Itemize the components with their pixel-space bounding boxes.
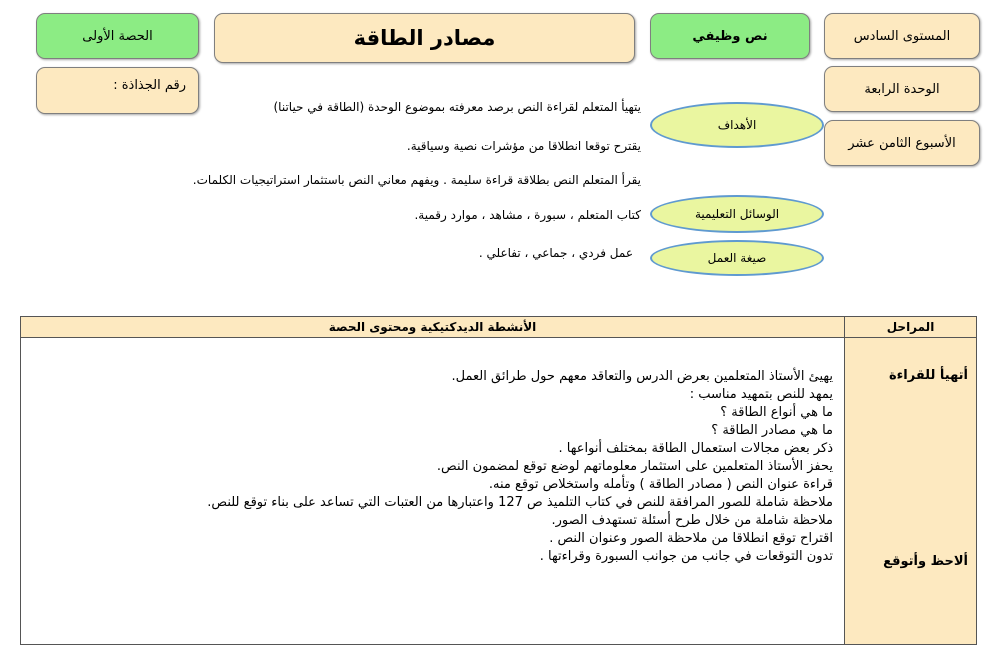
session-box bbox=[36, 13, 199, 59]
objective-item: يقرأ المتعلم النص بطلاقة قراءة سليمة . ويفهم معاني النص باستثمار استراتيجيات الكلمات. bbox=[192, 173, 641, 187]
week-label: الأسبوع الثامن عشر bbox=[848, 135, 956, 151]
activities-header: الأنشطة الديدكتيكية ومحتوى الحصة bbox=[21, 317, 844, 338]
activity-line: اقتراح توقع انطلاقا من ملاحظة الصور وعنوان النص . bbox=[549, 531, 833, 546]
resources-label: الوسائل التعليمية bbox=[694, 207, 780, 221]
resources-oval bbox=[650, 195, 824, 233]
activity-line: يمهد للنص بتمهيد مناسب : bbox=[689, 387, 833, 402]
week-box bbox=[824, 120, 980, 166]
activity-line: يهيئ الأستاذ المتعلمين بعرض الدرس والتعاقد معهم حول طرائق العمل. bbox=[451, 369, 833, 384]
activity-line: يحفز الأستاذ المتعلمين على استثمار معلوماتهم لوضع توقع لمضمون النص. bbox=[436, 459, 833, 474]
text-type-box bbox=[650, 13, 810, 59]
work-mode-text: عمل فردي ، جماعي ، تفاعلي . bbox=[478, 246, 633, 260]
objectives-oval bbox=[650, 102, 824, 148]
work-mode-label: صيغة العمل bbox=[707, 251, 767, 265]
activity-line: ذكر بعض مجالات استعمال الطاقة بمختلف أنواعها . bbox=[558, 441, 833, 456]
level-label: المستوى السادس bbox=[853, 28, 951, 44]
activity-line: ملاحظة شاملة من خلال طرح أسئلة تستهدف الصور. bbox=[551, 513, 833, 528]
activity-line: ما هي أنواع الطاقة ؟ bbox=[720, 405, 833, 420]
activities-table bbox=[20, 316, 977, 645]
objective-item: يقترح توقعا انطلاقا من مؤشرات نصية وسياقية. bbox=[406, 139, 641, 153]
stages-column bbox=[844, 338, 976, 644]
activity-line: قراءة عنوان النص ( مصادر الطاقة ) وتأمله واستخلاص توقع منه. bbox=[488, 477, 833, 492]
stage-label: ألاحظ وأتوقع bbox=[883, 554, 968, 569]
work-mode-oval bbox=[650, 240, 824, 276]
lesson-title: مصادر الطاقة bbox=[353, 26, 496, 50]
objective-item: يتهيأ المتعلم لقراءة النص برصد معرفته بموضوع الوحدة (الطاقة في حياتنا) bbox=[273, 100, 641, 114]
record-number-label: رقم الجذاذة : bbox=[113, 78, 186, 93]
text-type-label: نص وظيفي bbox=[692, 28, 768, 44]
stages-header: المراحل bbox=[844, 317, 976, 338]
session-label: الحصة الأولى bbox=[82, 28, 153, 44]
activity-line: ما هي مصادر الطاقة ؟ bbox=[711, 423, 833, 438]
activity-line: ملاحظة شاملة للصور المرافقة للنص في كتاب التلميذ ص 127 واعتبارها من العتبات التي تساعد على بناء توقع للنص. bbox=[207, 495, 833, 510]
objectives-label: الأهداف bbox=[717, 118, 757, 132]
record-number-box bbox=[36, 67, 199, 114]
lesson-title-box bbox=[214, 13, 635, 63]
activity-line: تدون التوقعات في جانب من جوانب السبورة وقراءتها . bbox=[539, 549, 833, 564]
unit-label: الوحدة الرابعة bbox=[864, 81, 940, 97]
resources-text: كتاب المتعلم ، سبورة ، مشاهد ، موارد رقمية. bbox=[414, 208, 641, 222]
stage-label: أتهيأ للقراءة bbox=[888, 368, 968, 383]
unit-box bbox=[824, 66, 980, 112]
level-box bbox=[824, 13, 980, 59]
